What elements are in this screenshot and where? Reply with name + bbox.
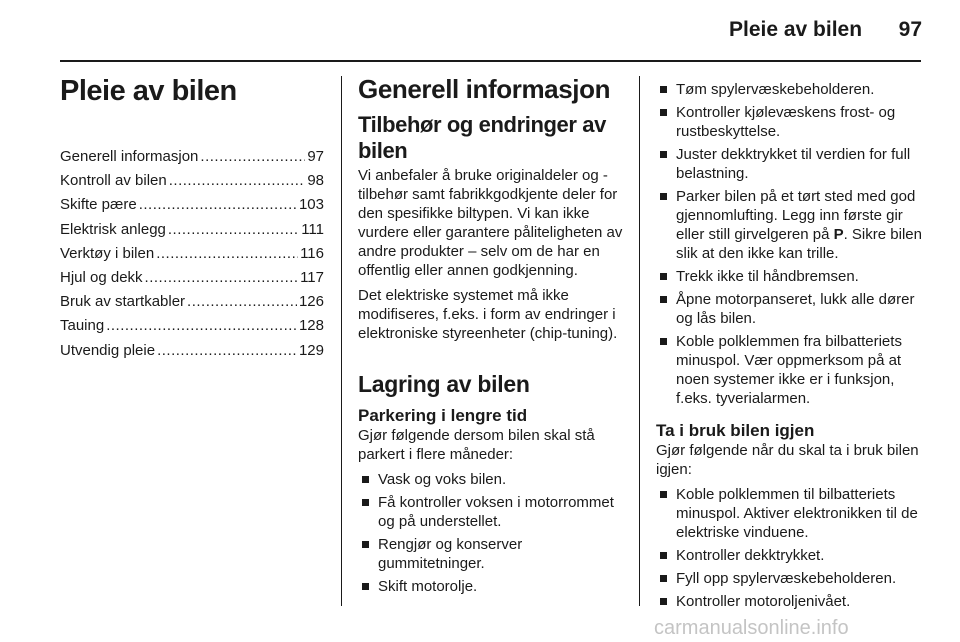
section-heading-storage: Lagring av bilen	[358, 371, 530, 397]
subheading-reuse: Ta i bruk bilen igjen	[656, 421, 815, 440]
parking-list	[358, 470, 623, 596]
toc-entry-page: 97	[307, 148, 324, 165]
list-item: Vask og voks bilen.	[358, 470, 623, 489]
list-item: Tøm spylervæskebeholderen.	[656, 80, 924, 99]
toc-entry[interactable]	[60, 193, 324, 217]
running-header-title: Pleie av bilen	[729, 18, 863, 41]
toc-entry-label: Tauing	[60, 317, 105, 335]
paragraph-accessories: Vi anbefaler å bruke originaldeler og -tilbehør samt fabrikkgodkjente deler for den spesifikke biltypen. Vi kan ikke vurdere eller garantere påliteligheten av andre produkter – selv om de har en offentlig eller annen godkjenning.	[358, 167, 623, 279]
toc-entry-label: Generell informasjon	[60, 148, 199, 165]
toc-entry[interactable]	[60, 218, 324, 242]
toc-entry-page: 116	[300, 244, 324, 262]
toc-entry-page: 98	[307, 172, 324, 190]
toc-entry-label: Bruk av startkabler	[60, 293, 186, 311]
toc-entry-page: 111	[301, 220, 324, 238]
column-divider-2	[639, 76, 640, 606]
right-column	[656, 80, 924, 615]
gear-position-label: P	[833, 226, 844, 243]
reuse-list	[656, 485, 924, 611]
subheading-parking: Parkering i lengre tid	[358, 406, 528, 425]
table-of-contents	[60, 145, 324, 363]
paragraph-reuse-intro: Gjør følgende når du skal ta i bruk bilen igjen:	[656, 442, 919, 478]
toc-entry[interactable]	[60, 242, 324, 266]
watermark: carmanualsonline.info	[654, 617, 849, 639]
toc-leader-dots	[139, 193, 297, 217]
toc-entry-label: Hjul og dekk	[60, 269, 143, 287]
toc-entry[interactable]	[60, 290, 324, 314]
paragraph-parking-intro: Gjør følgende dersom bilen skal stå parkert i flere måneder:	[358, 427, 595, 463]
list-item: Kontroller dekktrykket.	[656, 546, 924, 565]
toc-entry-label: Verktøy i bilen	[60, 244, 155, 262]
toc-entry-label: Skifte pære	[60, 196, 137, 214]
list-item: Fyll opp spylervæskebeholderen.	[656, 569, 924, 588]
chapter-title: Pleie av bilen	[60, 75, 237, 107]
paragraph-electrical: Det elektriske systemet må ikke modifiseres, f.eks. i form av endringer i elektroniske styreenheter (chip-tuning).	[358, 287, 618, 342]
list-item-text: . Sikre bilen slik at den ikke kan trille.	[676, 226, 922, 262]
toc-leader-dots	[168, 218, 299, 242]
toc-leader-dots	[187, 290, 297, 314]
toc-leader-dots	[169, 169, 306, 193]
list-item: Koble polklemmen fra bilbatteriets minuspol. Vær oppmerksom på at noen systemer ikke er i funksjon, f.eks. tyverialarmen.	[656, 332, 924, 408]
section-heading-general: Generell informasjon	[358, 74, 611, 104]
toc-entry[interactable]	[60, 266, 324, 290]
toc-entry-page: 103	[298, 196, 324, 214]
toc-entry[interactable]	[60, 339, 324, 363]
list-item: Kontroller motoroljenivået.	[656, 592, 924, 611]
chapter-column	[60, 72, 324, 363]
toc-entry-page: 117	[300, 269, 324, 287]
toc-leader-dots	[106, 314, 297, 338]
list-item-text: Parker bilen på et tørt sted med god gjennomlufting. Legg inn første gir eller still girvelgeren på	[676, 188, 916, 243]
toc-entry[interactable]	[60, 314, 324, 338]
header-rule	[60, 60, 921, 62]
toc-entry-page: 126	[298, 293, 324, 311]
toc-entry-label: Kontroll av bilen	[60, 172, 167, 190]
toc-leader-dots	[145, 266, 299, 290]
parking-list-continued	[656, 80, 924, 408]
list-item: Rengjør og konserver gummitetninger.	[358, 535, 623, 573]
list-item: Trekk ikke til håndbremsen.	[656, 267, 924, 286]
toc-entry-label: Elektrisk anlegg	[60, 220, 166, 238]
toc-entry[interactable]	[60, 169, 324, 193]
list-item: Kontroller kjølevæskens frost- og rustbeskyttelse.	[656, 103, 924, 141]
toc-leader-dots	[200, 145, 305, 169]
subheading-accessories: Tilbehør og endringer av bilen	[358, 112, 606, 163]
page-number: 97	[898, 18, 922, 41]
toc-entry-page: 129	[298, 341, 324, 359]
list-item: Koble polklemmen til bilbatteriets minuspol. Aktiver elektronikken til de elektriske vinduene.	[656, 485, 924, 542]
list-item: Skift motorolje.	[358, 577, 623, 596]
column-divider-1	[341, 76, 342, 606]
list-item: Åpne motorpanseret, lukk alle dører og lås bilen.	[656, 290, 924, 328]
middle-column	[358, 72, 623, 600]
toc-entry-label: Utvendig pleie	[60, 341, 156, 359]
toc-leader-dots	[156, 242, 298, 266]
list-item	[656, 187, 924, 263]
list-item: Juster dekktrykket til verdien for full belastning.	[656, 145, 924, 183]
toc-entry-page: 128	[298, 317, 324, 335]
toc-leader-dots	[157, 339, 297, 363]
toc-entry[interactable]	[60, 145, 324, 169]
list-item: Få kontroller voksen i motorrommet og på understellet.	[358, 493, 623, 531]
